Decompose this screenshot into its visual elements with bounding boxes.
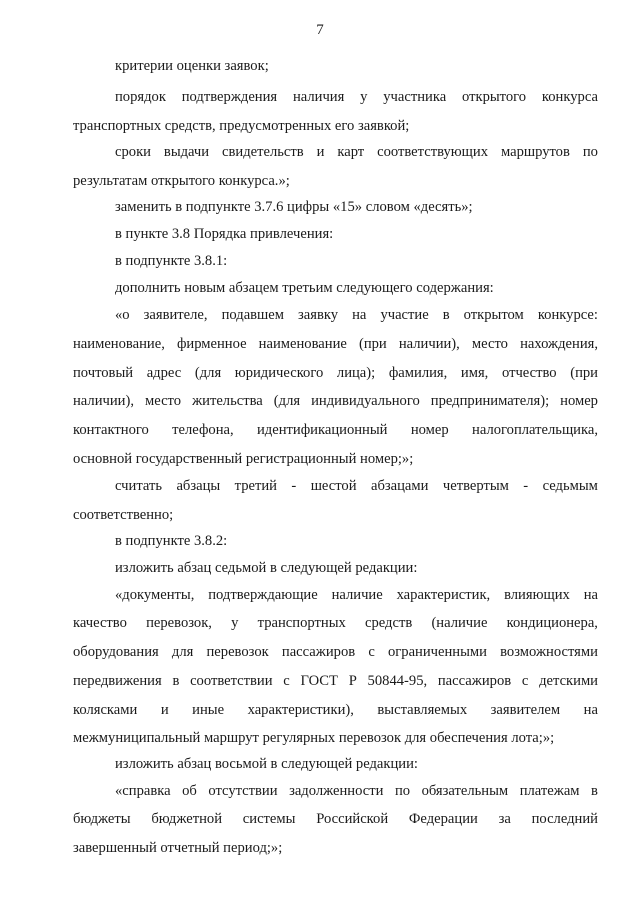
- word: (для: [194, 365, 222, 381]
- word: «документы,: [115, 587, 195, 603]
- word: на: [583, 587, 598, 603]
- justified-line: [115, 585, 598, 605]
- word: налогоплательщика,: [472, 422, 598, 438]
- word: иные: [192, 702, 225, 718]
- word: индивидуального: [311, 393, 420, 409]
- word: бюджеты: [73, 811, 131, 827]
- word: наименование: [258, 336, 347, 352]
- justified-line: [115, 305, 598, 325]
- word: заявителем: [490, 702, 561, 718]
- page-number: 7: [316, 22, 324, 38]
- word: подавшем: [221, 307, 285, 323]
- word: в: [591, 783, 598, 799]
- text-line: [0, 56, 640, 76]
- text-line: [0, 781, 640, 801]
- word: для: [171, 644, 194, 660]
- word: четвертым: [442, 478, 509, 494]
- line-text: завершенный отчетный период;»;: [73, 840, 283, 856]
- word: подтверждения: [181, 89, 278, 105]
- justified-line: [115, 87, 598, 107]
- text-line: [0, 613, 640, 633]
- word: на: [352, 307, 367, 323]
- word: качество: [73, 615, 127, 631]
- word: Р: [348, 673, 357, 689]
- word: пассажиров: [281, 644, 356, 660]
- word: абзацы: [176, 478, 221, 494]
- text-line: [0, 116, 640, 136]
- word: перевозок: [206, 644, 269, 660]
- justified-line: [115, 781, 598, 801]
- word: перевозок,: [146, 615, 212, 631]
- word: наличии),: [398, 336, 460, 352]
- word: (при: [358, 336, 387, 352]
- word: конкурса: [541, 89, 598, 105]
- text-line: [0, 838, 640, 858]
- text-line: [0, 531, 640, 551]
- word: детскими: [539, 673, 598, 689]
- text-line: [0, 809, 640, 829]
- text-line: [0, 224, 640, 244]
- text-line: [0, 585, 640, 605]
- text-line: [0, 476, 640, 496]
- word: отсутствии: [208, 783, 278, 799]
- word: маршрутов: [500, 144, 570, 160]
- word: у: [360, 89, 368, 105]
- word: место: [471, 336, 508, 352]
- word: (наличие: [431, 615, 488, 631]
- text-line: [0, 305, 640, 325]
- word: «о: [115, 307, 130, 323]
- text-line: [0, 334, 640, 354]
- word: порядок: [115, 89, 166, 105]
- word: номер: [410, 422, 449, 438]
- word: передвижения: [73, 673, 162, 689]
- line-text: результатам открытого конкурса.»;: [73, 173, 290, 189]
- word: и: [160, 702, 169, 718]
- word: об: [182, 783, 197, 799]
- justified-line: [73, 613, 598, 633]
- word: нахождения,: [520, 336, 598, 352]
- word: открытого: [462, 89, 527, 105]
- line-text: транспортных средств, предусмотренных его заявкой;: [73, 118, 410, 134]
- word: платежам: [519, 783, 580, 799]
- text-line: [0, 391, 640, 411]
- text-line: [0, 251, 640, 271]
- justified-line: [73, 391, 598, 411]
- justified-line: [73, 334, 598, 354]
- text-line: [0, 87, 640, 107]
- word: адрес: [146, 365, 182, 381]
- word: возможностями: [500, 644, 598, 660]
- text-line: [0, 671, 640, 691]
- word: -: [523, 478, 529, 494]
- justified-line: [73, 420, 598, 440]
- word: оборудования: [73, 644, 159, 660]
- text-line: [0, 142, 640, 162]
- line-text: соответственно;: [73, 507, 174, 523]
- word: соответствующих: [377, 144, 489, 160]
- word: и: [316, 144, 325, 160]
- text-line: [0, 420, 640, 440]
- word: в: [442, 307, 450, 323]
- word: открытом: [463, 307, 524, 323]
- text-line: [0, 754, 640, 774]
- word: средств: [365, 615, 413, 631]
- word: наличии),: [73, 393, 134, 409]
- line-text: в подпункте 3.8.2:: [115, 533, 228, 549]
- word: идентификационный: [257, 422, 388, 438]
- word: карт: [337, 144, 365, 160]
- word: сроки: [115, 144, 151, 160]
- word: по: [394, 783, 411, 799]
- line-text: в подпункте 3.8.1:: [115, 253, 228, 269]
- line-text: в пункте 3.8 Порядка привлечения:: [115, 226, 334, 242]
- word: участника: [383, 89, 447, 105]
- text-line: [0, 449, 640, 469]
- word: наименование,: [73, 336, 165, 352]
- justified-line: [73, 671, 598, 691]
- word: контактного: [73, 422, 149, 438]
- word: «справка: [115, 783, 171, 799]
- word: последний: [531, 811, 598, 827]
- word: Федерации: [408, 811, 478, 827]
- line-text: дополнить новым абзацем третьим следующего содержания:: [115, 280, 494, 296]
- word: абзацами: [370, 478, 429, 494]
- word: наличие: [331, 587, 383, 603]
- justified-line: [73, 809, 598, 829]
- line-text: изложить абзац восьмой в следующей редакции:: [115, 756, 418, 772]
- justified-line: [115, 142, 598, 162]
- word: бюджетной: [151, 811, 223, 827]
- word: отчество: [501, 365, 557, 381]
- word: кондиционера,: [506, 615, 598, 631]
- word: (для: [273, 393, 301, 409]
- word: у: [231, 615, 239, 631]
- word: в: [172, 673, 180, 689]
- text-line: [0, 197, 640, 217]
- line-text: межмуниципальный маршрут регулярных перевозок для обеспечения лота;»;: [73, 730, 555, 746]
- line-text: изложить абзац седьмой в следующей редакции:: [115, 560, 418, 576]
- text-line: [0, 278, 640, 298]
- word: задолженности: [289, 783, 384, 799]
- word: выдачи: [163, 144, 210, 160]
- word: за: [498, 811, 511, 827]
- word: транспортных: [257, 615, 346, 631]
- word: участие: [380, 307, 429, 323]
- word: наличия: [292, 89, 345, 105]
- word: (при: [570, 365, 598, 381]
- word: жительства: [192, 393, 263, 409]
- justified-line: [73, 363, 598, 383]
- word: пассажиров: [437, 673, 512, 689]
- word: подтверждающие: [208, 587, 318, 603]
- word: с: [368, 644, 375, 660]
- word: конкурсе:: [537, 307, 598, 323]
- text-line: [0, 728, 640, 748]
- word: лица);: [336, 365, 376, 381]
- word: выставляемых: [377, 702, 468, 718]
- word: номер: [560, 393, 598, 409]
- word: заявку: [298, 307, 339, 323]
- word: свидетельств: [222, 144, 304, 160]
- word: место: [145, 393, 182, 409]
- line-text: критерии оценки заявок;: [115, 58, 269, 74]
- word: 50844-95,: [367, 673, 428, 689]
- word: седьмым: [542, 478, 598, 494]
- word: соответствии: [190, 673, 273, 689]
- word: -: [291, 478, 297, 494]
- text-line: [0, 505, 640, 525]
- word: с: [521, 673, 529, 689]
- word: считать: [115, 478, 163, 494]
- word: юридического: [234, 365, 324, 381]
- word: шестой: [310, 478, 357, 494]
- text-line: [0, 642, 640, 662]
- word: фирменное: [176, 336, 247, 352]
- line-text: заменить в подпункте 3.7.6 цифры «15» словом «десять»;: [115, 199, 473, 215]
- word: ограниченными: [388, 644, 487, 660]
- word: почтовый: [73, 365, 134, 381]
- justified-line: [73, 700, 598, 720]
- word: влияющих: [504, 587, 570, 603]
- word: характеристик,: [396, 587, 491, 603]
- word: Российской: [316, 811, 389, 827]
- text-line: [0, 171, 640, 191]
- word: обязательным: [421, 783, 509, 799]
- word: фамилия,: [388, 365, 448, 381]
- word: ГОСТ: [300, 673, 338, 689]
- word: системы: [242, 811, 296, 827]
- word: третий: [234, 478, 277, 494]
- word: телефона,: [172, 422, 234, 438]
- text-line: [0, 363, 640, 383]
- text-line: [0, 700, 640, 720]
- word: на: [583, 702, 598, 718]
- word: по: [582, 144, 598, 160]
- justified-line: [115, 476, 598, 496]
- text-line: [0, 558, 640, 578]
- word: характеристики),: [247, 702, 354, 718]
- word: колясками: [73, 702, 138, 718]
- word: предпринимателя);: [430, 393, 550, 409]
- line-text: основной государственный регистрационный номер;»;: [73, 451, 414, 467]
- word: заявителе,: [143, 307, 208, 323]
- word: имя,: [460, 365, 489, 381]
- word: с: [283, 673, 290, 689]
- justified-line: [73, 642, 598, 662]
